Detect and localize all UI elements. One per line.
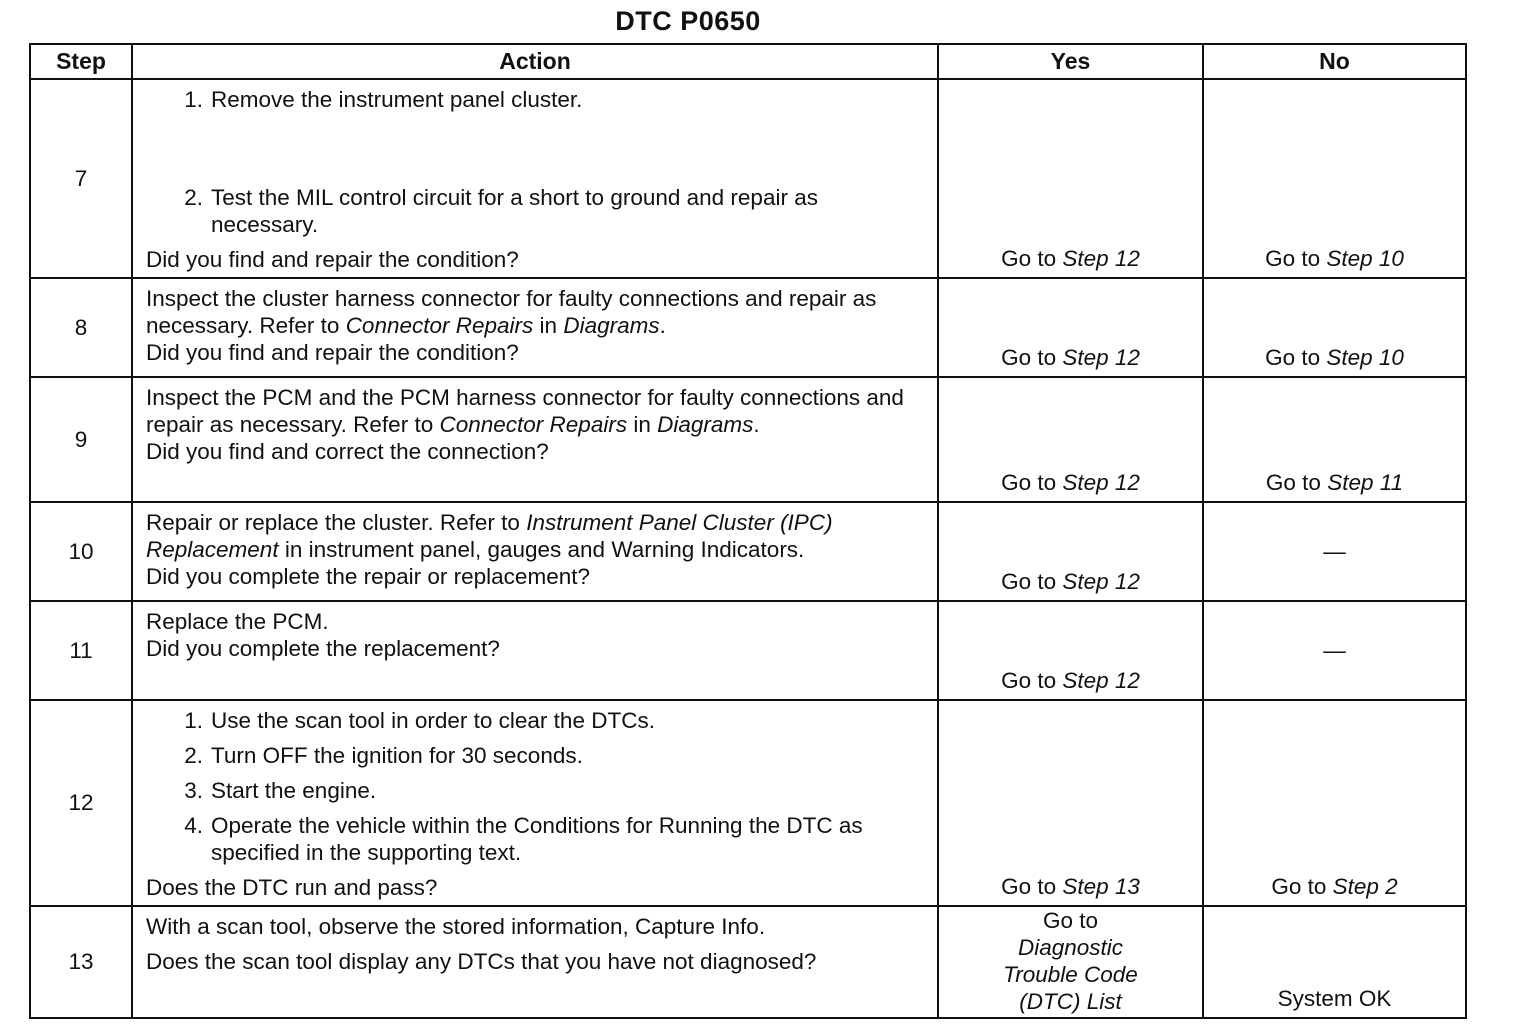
yes-result: Go to Step 12: [938, 502, 1203, 601]
step-number: 11: [30, 601, 132, 700]
action-cell: [132, 601, 938, 700]
action-text: Replace the PCM.: [146, 609, 329, 634]
header-action: Action: [132, 44, 938, 79]
yes-result: Go to Step 12: [938, 601, 1203, 700]
action-question: Did you find and repair the condition?: [146, 340, 519, 365]
action-text: Inspect the cluster harness connector for faulty connections and repair as necessary. Refer to Connector Repairs in Diagrams.: [146, 286, 877, 338]
action-cell: [132, 79, 938, 278]
list-item: 2. Turn OFF the ignition for 30 seconds.: [184, 743, 583, 768]
no-result: Go to Step 10: [1203, 278, 1466, 377]
list-item: 1. Use the scan tool in order to clear the DTCs.: [184, 708, 655, 733]
step-number: 13: [30, 906, 132, 1018]
step-number: 7: [30, 79, 132, 278]
table-row: [30, 377, 1466, 502]
action-question: Does the DTC run and pass?: [146, 875, 438, 900]
no-result: Go to Step 2: [1203, 700, 1466, 906]
no-result: System OK: [1203, 906, 1466, 1018]
table-header-row: [30, 44, 1466, 79]
action-list: [146, 707, 927, 874]
yes-result: Go to Step 12: [938, 278, 1203, 377]
yes-result: Go to Step 12: [938, 377, 1203, 502]
action-text: Repair or replace the cluster. Refer to Instrument Panel Cluster (IPC) Replacement in instrument panel, gauges and Warning Indicators.: [146, 510, 833, 562]
action-cell: [132, 377, 938, 502]
action-list: [146, 86, 927, 246]
no-result: —: [1203, 502, 1466, 601]
no-result: —: [1203, 601, 1466, 700]
action-question: Did you find and correct the connection?: [146, 439, 549, 464]
action-cell: [132, 700, 938, 906]
action-question: Did you find and repair the condition?: [146, 247, 519, 272]
page-title: DTC P0650: [615, 6, 761, 36]
table-row: [30, 700, 1466, 906]
action-cell: [132, 502, 938, 601]
step-number: 9: [30, 377, 132, 502]
yes-result: Go to Diagnostic Trouble Code (DTC) List: [938, 906, 1203, 1018]
action-cell: [132, 906, 938, 1018]
list-item: 1. Remove the instrument panel cluster.: [184, 87, 583, 112]
step-number: 8: [30, 278, 132, 377]
no-result: Go to Step 10: [1203, 79, 1466, 278]
list-item: 2. Test the MIL control circuit for a short to ground and repair as necessary.: [184, 185, 818, 237]
action-question: Did you complete the replacement?: [146, 636, 500, 661]
diagnostic-table: [29, 43, 1467, 1019]
table-row: [30, 906, 1466, 1018]
table-row: [30, 502, 1466, 601]
no-result: Go to Step 11: [1203, 377, 1466, 502]
action-question: Does the scan tool display any DTCs that you have not diagnosed?: [146, 949, 817, 974]
table-row: [30, 601, 1466, 700]
action-cell: [132, 278, 938, 377]
table-row: [30, 79, 1466, 278]
list-item: 3. Start the engine.: [184, 778, 377, 803]
action-question: Did you complete the repair or replacement?: [146, 564, 590, 589]
action-text: With a scan tool, observe the stored information, Capture Info.: [146, 914, 766, 939]
table-row: [30, 278, 1466, 377]
header-step: Step: [30, 44, 132, 79]
step-number: 12: [30, 700, 132, 906]
step-number: 10: [30, 502, 132, 601]
yes-result: Go to Step 12: [938, 79, 1203, 278]
list-item: 4. Operate the vehicle within the Conditions for Running the DTC as specified in the supporting text.: [184, 813, 863, 865]
header-yes: Yes: [938, 44, 1203, 79]
action-text: Inspect the PCM and the PCM harness connector for faulty connections and repair as necessary. Refer to Connector Repairs in Diagrams.: [146, 385, 904, 437]
header-no: No: [1203, 44, 1466, 79]
yes-result: Go to Step 13: [938, 700, 1203, 906]
